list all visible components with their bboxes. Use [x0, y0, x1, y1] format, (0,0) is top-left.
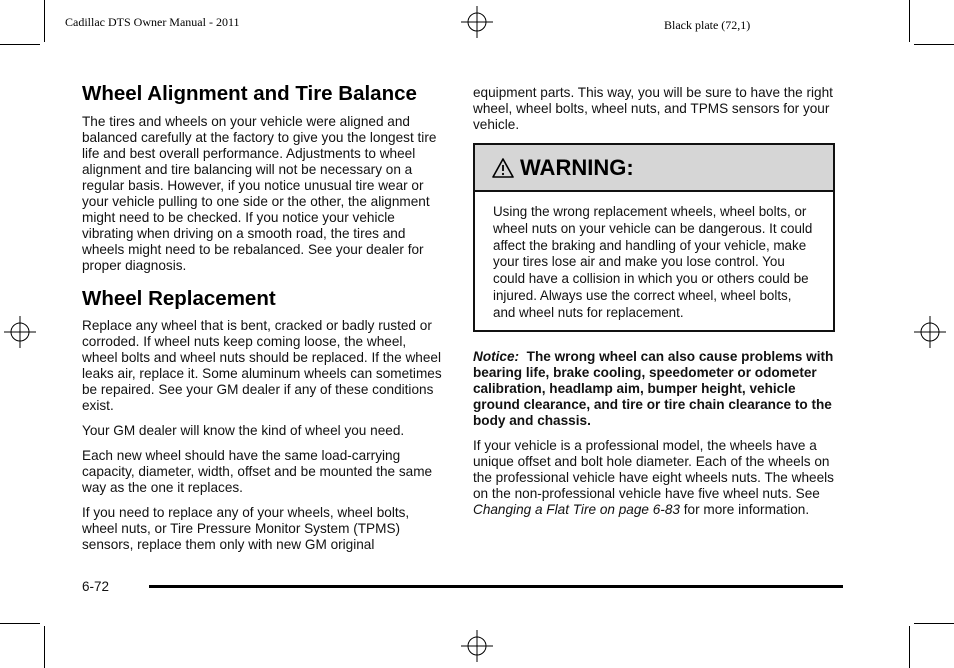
right-column [473, 85, 835, 527]
left-column [82, 84, 444, 562]
crop-mark [44, 0, 45, 42]
replacement-paragraph: Replace any wheel that is bent, cracked or badly rusted or corroded. If wheel nuts keep coming loose, the wheel, wheel bolts and wheel nuts should be replaced. If the wheel leaks air, replace it. Some aluminum wheels can sometimes be repaired. See your GM dealer if any of these conditions exist. [82, 318, 442, 413]
warning-title: WARNING: [520, 154, 634, 180]
crop-mark [0, 44, 40, 45]
cross-reference-link[interactable]: Changing a Flat Tire on page 6-83 [473, 501, 680, 517]
replacement-paragraph: Each new wheel should have the same load-carrying capacity, diameter, width, offset and be mounted the same way as the one it replaces. [82, 448, 433, 495]
alignment-paragraph: The tires and wheels on your vehicle were aligned and balanced carefully at the factory to give you the longest tire life and best overall performance. Adjustments to wheel alignment and tire balancing will not be necessary on a regular basis. However, if you notice unusual tire wear or your vehicle pulling to one side or the other, the alignment might need to be checked. If you notice your vehicle vibrating when driving on a smooth road, the tires and wheels might need to be rebalanced. See your dealer for proper diagnosis. [82, 113, 437, 273]
section-heading-replacement: Wheel Replacement [82, 286, 276, 310]
crop-mark [0, 623, 40, 624]
crop-mark [914, 44, 954, 45]
page-number: 6-72 [82, 579, 110, 594]
crop-mark [914, 623, 954, 624]
notice-paragraph [473, 349, 835, 429]
registration-mark-icon [914, 316, 946, 348]
continued-paragraph: equipment parts. This way, you will be sure to have the right wheel, wheel bolts, wheel nuts, and TPMS sensors for your vehicle. [473, 85, 833, 132]
notice-text: The wrong wheel can also cause problems with bearing life, brake cooling, speedometer or odometer calibration, headlamp aim, bumper height, vehicle ground clearance, and tire or tire chain clearance to the body and chassis. [473, 348, 834, 428]
professional-paragraph [473, 438, 835, 518]
footer-rule [149, 585, 843, 588]
professional-text: If your vehicle is a professional model, the wheels have a unique offset and bolt hole diameter. Each of the wheels on the professional vehicle have eight wheels nuts. The wheels on the non-professional vehicle have five wheel nuts. See [473, 437, 834, 501]
manual-title: Cadillac DTS Owner Manual - 2011 [65, 15, 240, 29]
warning-body: Using the wrong replacement wheels, wheel bolts, or wheel nuts on your vehicle can be dangerous. It could affect the braking and handling of your vehicle, make your tires lose air and make you lose control. You could have a collision in which you or others could be injured. Always use the correct wheel, wheel bolts, and wheel nuts for replacement. [493, 204, 813, 320]
registration-mark-icon [4, 316, 36, 348]
professional-text-end: for more information. [683, 501, 810, 517]
registration-mark-icon [461, 6, 493, 38]
replacement-paragraph: Your GM dealer will know the kind of wheel you need. [82, 423, 405, 438]
crop-mark [909, 0, 910, 42]
warning-box [473, 143, 835, 332]
registration-mark-icon [461, 630, 493, 662]
crop-mark [44, 626, 45, 668]
warning-triangle-icon [492, 158, 514, 178]
notice-label: Notice: [473, 348, 520, 364]
replacement-paragraph: If you need to replace any of your wheels, wheel bolts, wheel nuts, or Tire Pressure Monitor System (TPMS) sensors, replace them only with new GM original [82, 505, 410, 552]
crop-mark [909, 626, 910, 668]
section-heading-alignment: Wheel Alignment and Tire Balance [82, 82, 417, 105]
plate-label: Black plate (72,1) [664, 18, 751, 32]
warning-header [475, 145, 833, 192]
